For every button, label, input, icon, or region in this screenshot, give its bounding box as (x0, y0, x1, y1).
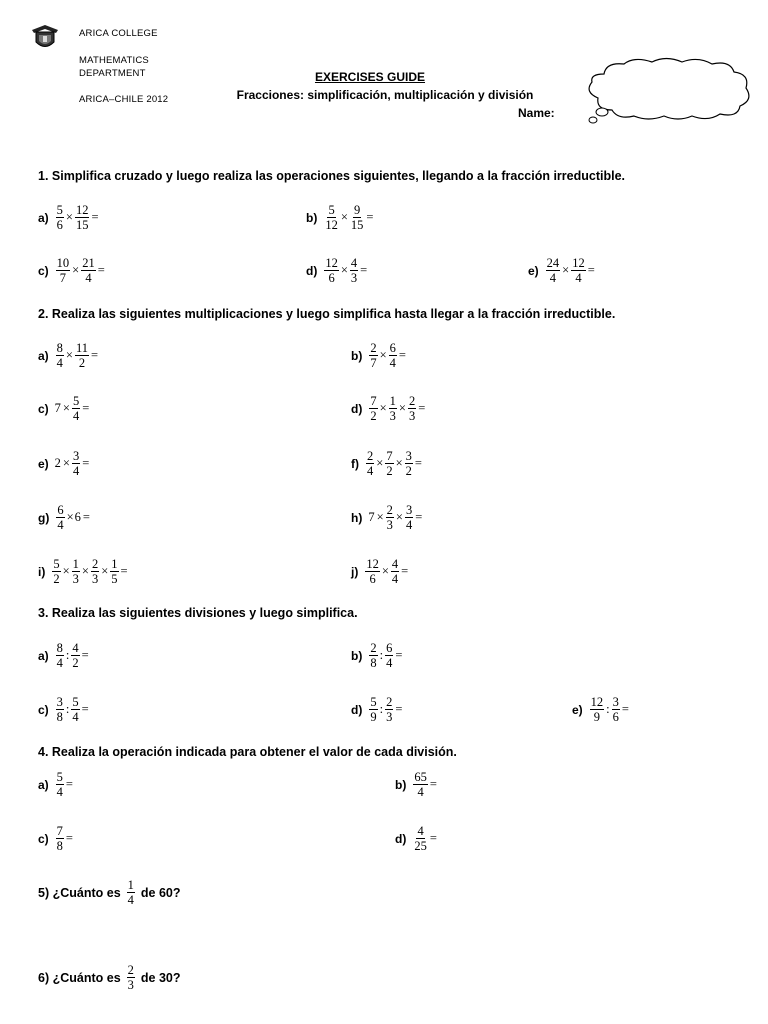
equals-sign: = (395, 648, 403, 662)
fraction (385, 695, 393, 724)
fraction-denominator: 7 (370, 356, 377, 370)
math-expression (368, 695, 403, 724)
fraction-numerator: 3 (72, 449, 80, 463)
question-5-fraction (127, 878, 135, 907)
fraction (72, 394, 80, 423)
fraction-numerator: 2 (367, 449, 374, 463)
fraction (56, 770, 64, 799)
guide-title: EXERCISES GUIDE (314, 70, 426, 84)
exercise-label: j) (351, 564, 359, 579)
operator-sign: × (395, 510, 403, 524)
fraction (389, 394, 397, 423)
fraction-numerator: 11 (75, 341, 89, 355)
equals-sign: = (415, 510, 423, 524)
math-expression (368, 394, 426, 423)
math-expression (368, 503, 423, 532)
fraction (369, 695, 377, 724)
exercise-3e (572, 695, 630, 724)
fraction-denominator: 4 (405, 518, 413, 532)
fraction-numerator: 5 (53, 557, 60, 571)
fraction (324, 256, 339, 285)
equals-sign: = (97, 263, 105, 277)
fraction-denominator: 5 (111, 572, 118, 586)
school-name: ARICA COLLEGE (79, 28, 158, 39)
fraction-denominator: 4 (56, 785, 63, 799)
operator-sign: × (62, 564, 70, 578)
question-5 (38, 878, 181, 907)
question-5-prefix: 5) ¿Cuánto es (38, 885, 121, 900)
fraction-numerator: 6 (389, 341, 396, 355)
equals-sign: = (82, 456, 90, 470)
fraction-denominator: 4 (389, 356, 396, 370)
exercise-1b (306, 203, 374, 232)
exercise-label: a) (38, 648, 49, 663)
exercise-label: b) (351, 648, 363, 663)
exercise-2g (38, 503, 91, 532)
fraction (52, 557, 60, 586)
fraction-denominator: 4 (56, 656, 63, 670)
operator-sign: : (379, 648, 384, 662)
fraction-numerator: 7 (386, 449, 393, 463)
exercise-label: i) (38, 564, 46, 579)
operator-sign: × (376, 510, 384, 524)
equals-sign: = (82, 510, 90, 524)
equals-sign: = (401, 564, 409, 578)
fraction-numerator: 8 (56, 341, 63, 355)
fraction (56, 341, 64, 370)
fraction (75, 341, 89, 370)
fraction-denominator: 2 (386, 464, 393, 478)
fraction-denominator: 15 (350, 218, 364, 232)
fraction-numerator: 6 (386, 641, 393, 655)
fraction-denominator: 7 (59, 271, 67, 285)
equals-sign: = (398, 348, 406, 362)
fraction (56, 503, 64, 532)
fraction-denominator: 2 (53, 572, 60, 586)
exercise-2d (351, 394, 426, 423)
fraction-numerator: 10 (56, 256, 70, 270)
operator-sign: × (395, 456, 403, 470)
fraction (350, 203, 365, 232)
fraction-denominator: 4 (386, 656, 393, 670)
fraction (110, 557, 118, 586)
fraction-numerator: 1 (111, 557, 118, 571)
fraction (369, 641, 377, 670)
fraction (546, 256, 561, 285)
math-expression (55, 695, 90, 724)
operator-sign: × (379, 401, 387, 415)
fraction (72, 557, 80, 586)
fraction-numerator: 12 (366, 557, 379, 571)
exercise-2c (38, 394, 90, 423)
fraction-denominator: 4 (575, 271, 582, 285)
fraction-denominator: 9 (593, 710, 601, 724)
exercise-4d (395, 824, 438, 853)
operator-sign: : (65, 648, 70, 662)
fraction (391, 557, 399, 586)
fraction-denominator: 2 (78, 356, 86, 370)
fraction-numerator: 1 (127, 878, 134, 892)
fraction (389, 341, 397, 370)
exercise-label: e) (528, 263, 539, 278)
section-2-title: 2. Realiza las siguientes multiplicaciones y luego simplifica hasta llegar a la fracción irreductible. (38, 307, 616, 321)
whole-number: 7 (54, 401, 61, 415)
math-expression (364, 557, 409, 586)
exercise-label: c) (38, 702, 49, 717)
school-crest-logo (30, 24, 60, 52)
math-expression (368, 341, 407, 370)
fraction-numerator: 3 (612, 695, 619, 709)
equals-sign: = (360, 263, 368, 277)
operator-sign: × (62, 456, 70, 470)
exercise-1a (38, 203, 100, 232)
fraction (365, 557, 380, 586)
fraction-denominator: 4 (72, 409, 80, 423)
math-expression (589, 695, 630, 724)
fraction-numerator: 5 (72, 695, 79, 709)
exercise-2e (38, 449, 90, 478)
fraction-denominator: 3 (386, 518, 393, 532)
fraction-numerator: 4 (417, 824, 424, 838)
exercise-label: h) (351, 510, 363, 525)
equals-sign: = (81, 702, 89, 716)
fraction-numerator: 12 (325, 256, 338, 270)
fraction-numerator: 1 (72, 557, 79, 571)
fraction (56, 641, 64, 670)
operator-sign: × (66, 510, 74, 524)
operator-sign: × (340, 263, 348, 277)
section-3-title: 3. Realiza las siguientes divisiones y luego simplifica. (38, 606, 358, 620)
exercise-2a (38, 341, 99, 370)
fraction-numerator: 8 (56, 641, 63, 655)
equals-sign: = (395, 702, 403, 716)
fraction-numerator: 4 (350, 256, 358, 270)
equals-sign: = (429, 777, 437, 791)
fraction-numerator: 7 (56, 824, 63, 838)
department-line-1: MATHEMATICS (79, 55, 149, 66)
exercise-label: b) (395, 777, 407, 792)
exercise-4b (395, 770, 438, 799)
fraction-denominator: 6 (328, 271, 335, 285)
exercise-2j (351, 557, 409, 586)
fraction-denominator: 9 (370, 710, 377, 724)
exercise-label: d) (306, 263, 318, 278)
fraction-numerator: 2 (127, 963, 134, 977)
fraction-denominator: 3 (408, 409, 416, 423)
exercise-label: d) (395, 831, 407, 846)
exercise-label: g) (38, 510, 50, 525)
fraction-numerator: 12 (75, 203, 89, 217)
equals-sign: = (65, 777, 73, 791)
fraction-denominator: 2 (370, 409, 377, 423)
fraction-denominator: 6 (612, 710, 619, 724)
fraction (366, 449, 374, 478)
fraction-denominator: 12 (325, 218, 338, 232)
math-expression (55, 341, 99, 370)
exercise-3c (38, 695, 90, 724)
operator-sign: × (72, 263, 80, 277)
exercise-2b (351, 341, 407, 370)
question-5-suffix: de 60? (140, 885, 181, 900)
fraction-numerator: 4 (391, 557, 399, 571)
operator-sign: : (606, 702, 610, 716)
fraction-numerator: 5 (72, 394, 80, 408)
exercise-1c (38, 256, 106, 285)
fraction-denominator: 8 (56, 839, 63, 853)
operator-sign: : (379, 702, 384, 716)
equals-sign: = (91, 348, 99, 362)
math-expression (55, 824, 74, 853)
math-expression (55, 394, 91, 423)
exercise-label: d) (351, 702, 363, 717)
operator-sign: × (398, 401, 406, 415)
exercise-label: e) (572, 702, 583, 717)
fraction-denominator: 4 (57, 518, 64, 532)
fraction (405, 503, 413, 532)
math-expression (55, 256, 106, 285)
guide-subtitle: Fracciones: simplificación, multiplicación y división (236, 88, 534, 102)
fraction (56, 824, 64, 853)
fraction-denominator: 4 (417, 785, 424, 799)
fraction (71, 695, 79, 724)
fraction (56, 695, 64, 724)
fraction (408, 394, 416, 423)
fraction-denominator: 4 (391, 572, 399, 586)
fraction-denominator: 4 (72, 464, 80, 478)
math-expression (323, 256, 368, 285)
fraction-denominator: 3 (389, 409, 396, 423)
exercise-3b (351, 641, 403, 670)
math-expression (55, 641, 90, 670)
math-expression (412, 770, 438, 799)
fraction (72, 449, 80, 478)
fraction (405, 449, 413, 478)
fraction-numerator: 2 (386, 695, 393, 709)
fraction-numerator: 65 (414, 770, 427, 784)
equals-sign: = (414, 456, 422, 470)
operator-sign: : (65, 702, 70, 716)
section-1-title: 1. Simplifica cruzado y luego realiza las operaciones siguientes, llegando a la fracción irreductible. (38, 169, 625, 183)
fraction (386, 503, 394, 532)
math-expression (545, 256, 596, 285)
fraction-denominator: 6 (56, 218, 63, 232)
fraction (324, 203, 339, 232)
equals-sign: = (366, 210, 374, 224)
fraction-denominator: 4 (549, 271, 557, 285)
fraction (81, 256, 96, 285)
operator-sign: × (381, 564, 389, 578)
fraction-numerator: 1 (389, 394, 396, 408)
operator-sign: × (562, 263, 570, 277)
exercise-3d (351, 695, 403, 724)
fraction (75, 203, 90, 232)
fraction-numerator: 7 (370, 394, 377, 408)
whole-number: 6 (74, 510, 81, 524)
question-6-prefix: 6) ¿Cuánto es (38, 970, 121, 985)
equals-sign: = (91, 210, 99, 224)
operator-sign: × (376, 456, 384, 470)
fraction-denominator: 4 (85, 271, 92, 285)
math-expression (368, 641, 403, 670)
math-expression (323, 203, 374, 232)
operator-sign: × (379, 348, 387, 362)
exercise-2h (351, 503, 423, 532)
fraction-numerator: 4 (72, 641, 79, 655)
equals-sign: = (82, 401, 90, 415)
whole-number: 7 (368, 510, 375, 524)
exercise-4a (38, 770, 74, 799)
fraction-denominator: 8 (56, 710, 63, 724)
exercise-label: a) (38, 348, 49, 363)
fraction-denominator: 3 (91, 572, 99, 586)
fraction-denominator: 4 (72, 710, 79, 724)
exercise-label: e) (38, 456, 49, 471)
fraction-denominator: 3 (127, 978, 134, 992)
fraction (612, 695, 620, 724)
fraction-numerator: 3 (56, 695, 63, 709)
fraction-numerator: 5 (370, 695, 377, 709)
exercise-3a (38, 641, 90, 670)
operator-sign: × (62, 401, 70, 415)
exercise-label: c) (38, 263, 49, 278)
department-line-2: DEPARTMENT (79, 68, 146, 79)
fraction-numerator: 5 (328, 203, 335, 217)
fraction (369, 341, 377, 370)
fraction-numerator: 2 (386, 503, 393, 517)
exercise-2f (351, 449, 423, 478)
fraction-denominator: 3 (350, 271, 358, 285)
fraction (590, 695, 605, 724)
fraction-numerator: 2 (370, 641, 377, 655)
fraction-numerator: 12 (590, 695, 604, 709)
fraction (413, 770, 428, 799)
exercise-label: d) (351, 401, 363, 416)
fraction-denominator: 2 (72, 656, 79, 670)
exercise-2i (38, 557, 129, 586)
exercise-label: b) (351, 348, 363, 363)
fraction (71, 641, 79, 670)
exercise-label: a) (38, 777, 49, 792)
math-expression (51, 557, 128, 586)
fraction (571, 256, 586, 285)
fraction-numerator: 21 (82, 256, 95, 270)
fraction-numerator: 2 (91, 557, 99, 571)
equals-sign: = (429, 831, 437, 845)
equals-sign: = (587, 263, 595, 277)
exercise-label: f) (351, 456, 359, 471)
fraction-numerator: 9 (354, 203, 361, 217)
fraction-numerator: 24 (546, 256, 560, 270)
fraction-denominator: 25 (414, 839, 427, 853)
location-year: ARICA–CHILE 2012 (79, 94, 169, 105)
fraction-numerator: 2 (408, 394, 416, 408)
fraction-denominator: 3 (72, 572, 79, 586)
fraction (56, 203, 64, 232)
fraction (385, 641, 393, 670)
exercise-1e (528, 256, 596, 285)
fraction-numerator: 3 (405, 503, 413, 517)
fraction (369, 394, 377, 423)
section-4-title: 4. Realiza la operación indicada para obtener el valor de cada división. (38, 745, 457, 759)
fraction-denominator: 8 (370, 656, 377, 670)
operator-sign: × (65, 210, 73, 224)
fraction-denominator: 4 (56, 356, 63, 370)
equals-sign: = (621, 702, 629, 716)
question-6-suffix: de 30? (140, 970, 181, 985)
fraction-numerator: 5 (56, 203, 63, 217)
fraction-denominator: 15 (75, 218, 89, 232)
operator-sign: × (81, 564, 89, 578)
equals-sign: = (81, 648, 89, 662)
name-label: Name: (518, 106, 555, 120)
fraction-numerator: 12 (572, 256, 585, 270)
fraction-denominator: 3 (386, 710, 393, 724)
fraction (91, 557, 99, 586)
fraction-denominator: 4 (367, 464, 374, 478)
equals-sign: = (65, 831, 73, 845)
math-expression (55, 503, 91, 532)
fraction-denominator: 4 (127, 893, 134, 907)
fraction (385, 449, 393, 478)
operator-sign: × (101, 564, 109, 578)
exercise-4c (38, 824, 74, 853)
fraction-numerator: 5 (56, 770, 63, 784)
equals-sign: = (418, 401, 426, 415)
question-6 (38, 963, 181, 992)
exercise-label: b) (306, 210, 318, 225)
math-expression (55, 770, 74, 799)
math-expression (55, 449, 91, 478)
exercise-label: c) (38, 401, 49, 416)
whole-number: 2 (54, 456, 61, 470)
exercise-label: c) (38, 831, 49, 846)
question-6-fraction (127, 963, 135, 992)
thought-cloud-name-box (574, 56, 764, 133)
exercise-label: a) (38, 210, 49, 225)
equals-sign: = (120, 564, 128, 578)
fraction-numerator: 2 (370, 341, 377, 355)
operator-sign: × (340, 210, 348, 224)
math-expression (412, 824, 438, 853)
fraction (350, 256, 358, 285)
operator-sign: × (65, 348, 73, 362)
fraction-numerator: 3 (405, 449, 412, 463)
fraction-numerator: 6 (57, 503, 64, 517)
fraction-denominator: 2 (405, 464, 412, 478)
math-expression (365, 449, 423, 478)
fraction-denominator: 6 (369, 572, 376, 586)
fraction (413, 824, 428, 853)
exercise-1d (306, 256, 368, 285)
fraction (56, 256, 71, 285)
math-expression (55, 203, 100, 232)
